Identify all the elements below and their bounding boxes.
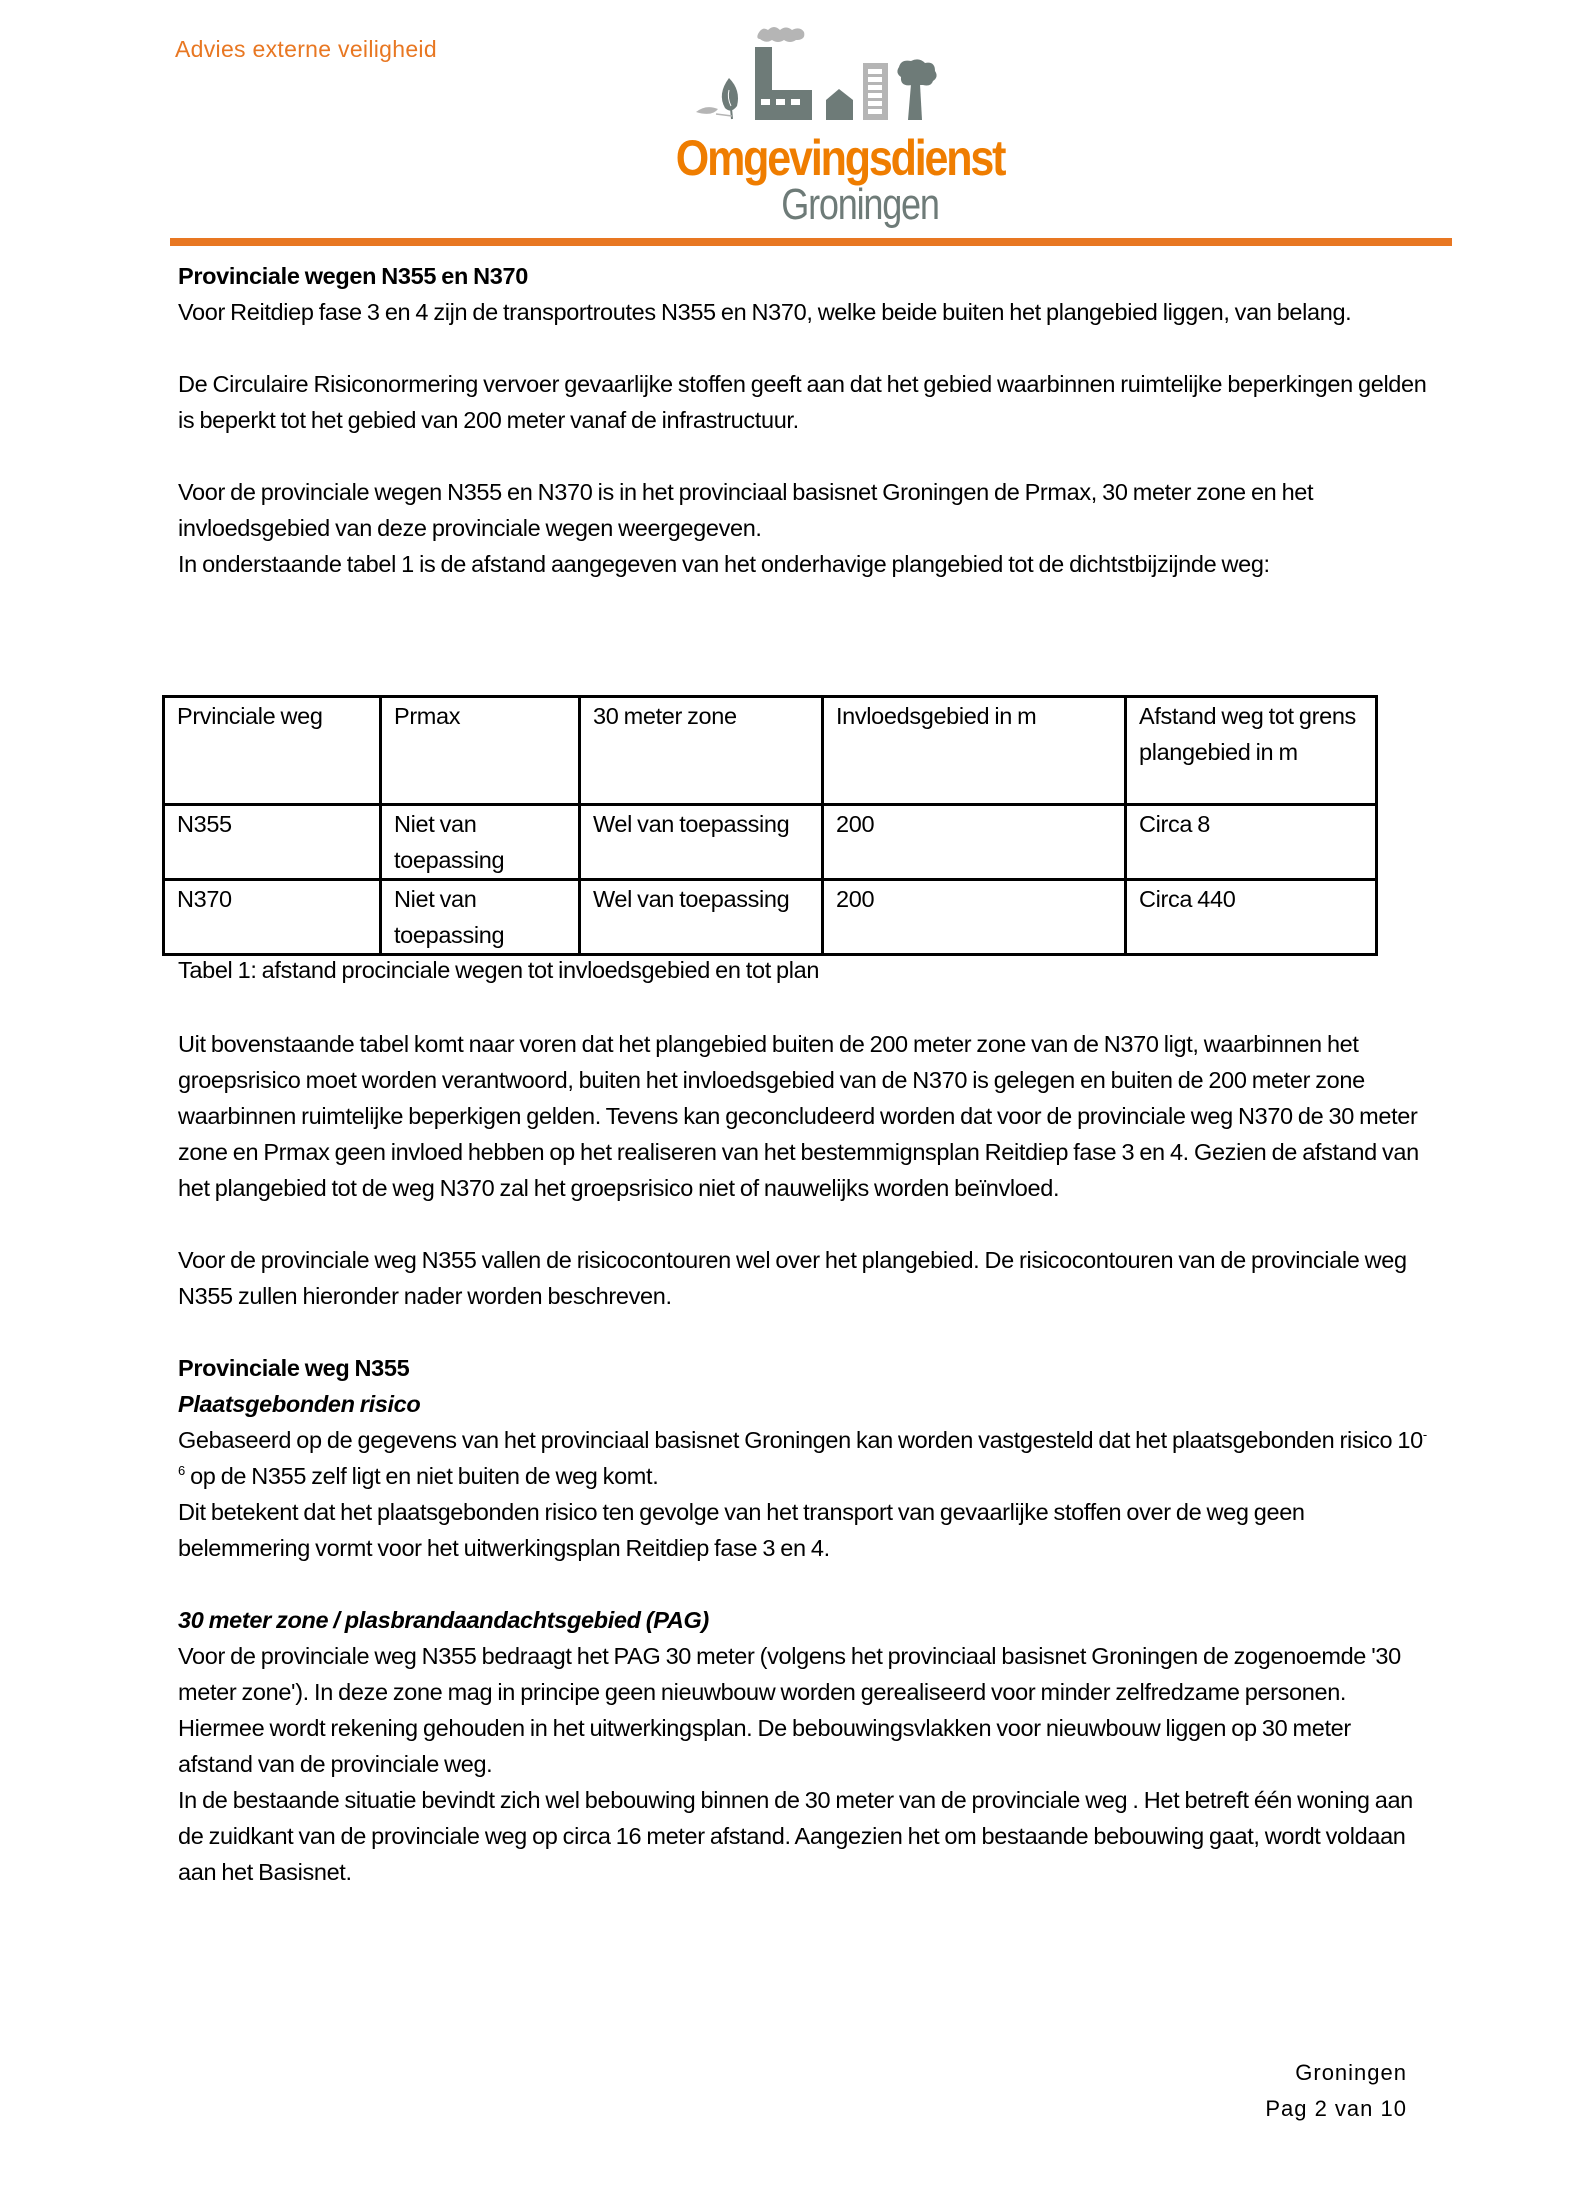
- paragraph: Voor de provinciale wegen N355 en N370 is in het provinciaal basisnet Groningen de Prmax, 30 meter zone en het invloedsgebied van deze provinciale wegen weergegeven.: [178, 479, 1314, 541]
- paragraph: De Circulaire Risiconormering vervoer gevaarlijke stoffen geeft aan dat het gebied waarbinnen ruimtelijke beperkingen gelden is beperkt tot het gebied van 200 meter vanaf de infrastructuur.: [178, 371, 1427, 433]
- table-cell: Wel van toepassing: [580, 805, 823, 880]
- column-header: Prmax: [381, 697, 580, 805]
- subsection-heading: Plaatsgebonden risico: [178, 1391, 421, 1417]
- paragraph: In onderstaande tabel 1 is de afstand aangegeven van het onderhavige plangebied tot de dichtstbijzijnde weg:: [178, 551, 1270, 577]
- table-row: [164, 805, 1377, 880]
- column-header: Prvinciale weg: [164, 697, 381, 805]
- paragraph: Dit betekent dat het plaatsgebonden risico ten gevolge van het transport van gevaarlijke stoffen over de weg geen belemmering vormt voor het uitwerkingsplan Reitdiep fase 3 en 4.: [178, 1499, 1305, 1561]
- section-heading: Provinciale weg N355: [178, 1355, 410, 1381]
- table-cell: Wel van toepassing: [580, 880, 823, 955]
- table-cell: Niet van toepassing: [381, 880, 580, 955]
- footer-location: Groningen: [1295, 2060, 1407, 2085]
- table-row: [164, 880, 1377, 955]
- column-header: Afstand weg tot grens plangebied in m: [1126, 697, 1377, 805]
- column-header: Invloedsgebied in m: [823, 697, 1126, 805]
- table-cell: Circa 440: [1126, 880, 1377, 955]
- table-caption: Tabel 1: afstand procinciale wegen tot invloedsgebied en tot plan: [178, 957, 820, 983]
- table-header-row: [164, 697, 1377, 805]
- paragraph: Uit bovenstaande tabel komt naar voren dat het plangebied buiten de 200 meter zone van de N370 ligt, waarbinnen het groepsrisico moet worden verantwoord, buiten het invloedsgebied van de N370 is gelegen en buiten de 200 meter zone waarbinnen ruimtelijke beperkigen gelden. Tevens kan geconcludeerd worden dat voor de provinciale weg N370 de 30 meter zone en Prmax geen invloed hebben op het realiseren van het bestemmignsplan Reitdiep fase 3 en 4. Gezien de afstand van het plangebied tot de weg N370 zal het groepsrisico niet of nauwelijks worden beïnvloed.: [178, 1031, 1419, 1201]
- paragraph: In de bestaande situatie bevindt zich wel bebouwing binnen de 30 meter van de provinciale weg . Het betreft één woning aan de zuidkant van de provinciale weg op circa 16 meter afstand. Aangezien het om bestaande bebouwing gaat, wordt voldaan aan het Basisnet.: [178, 1787, 1413, 1885]
- document-header-title: Advies externe veiligheid: [175, 36, 437, 62]
- table-cell: 200: [823, 880, 1126, 955]
- page-number: Pag 2 van 10: [1265, 2096, 1407, 2121]
- paragraph: Voor Reitdiep fase 3 en 4 zijn de transportroutes N355 en N370, welke beide buiten het plangebied liggen, van belang.: [178, 299, 1352, 325]
- page-footer: [1265, 2055, 1407, 2127]
- superscript-exponent: -6: [178, 1427, 1427, 1478]
- section-provinciale-wegen: [178, 258, 1428, 582]
- table-cell: 200: [823, 805, 1126, 880]
- header-divider: [170, 238, 1452, 246]
- paragraph: Voor de provinciale weg N355 bedraagt het PAG 30 meter (volgens het provinciaal basisnet Groningen de zogenoemde '30 meter zone'). In deze zone mag in principe geen nieuwbouw worden gerealiseerd voor minder zelfredzame personen. Hiermee wordt rekening gehouden in het uitwerkingsplan. De bebouwingsvlakken voor nieuwbouw liggen op 30 meter afstand van de provinciale weg.: [178, 1643, 1401, 1777]
- column-header: 30 meter zone: [580, 697, 823, 805]
- table-cell: N355: [164, 805, 381, 880]
- table-cell: Niet van toepassing: [381, 805, 580, 880]
- logo-wordmark: Omgevingsdienst: [675, 130, 1005, 186]
- subsection-heading: 30 meter zone / plasbrandaandachtsgebied (PAG): [178, 1607, 709, 1633]
- document-body-lower: [178, 1026, 1428, 1890]
- section-heading: Provinciale wegen N355 en N370: [178, 263, 528, 289]
- table-cell: Circa 8: [1126, 805, 1377, 880]
- table-cell: N370: [164, 880, 381, 955]
- paragraph: Voor de provinciale weg N355 vallen de risicocontouren wel over het plangebied. De risicocontouren van de provinciale weg N355 zullen hieronder nader worden beschreven.: [178, 1247, 1407, 1309]
- distance-table: [162, 695, 1378, 956]
- logo-subtitle: Groningen: [781, 180, 939, 229]
- paragraph: Gebaseerd op de gegevens van het provinciaal basisnet Groningen kan worden vastgesteld dat het plaatsgebonden risico $10^{-6}$ op de N355 zelf ligt en niet buiten de weg komt.: [178, 1427, 1427, 1489]
- organization-logo: [640, 20, 1005, 235]
- logo-skyline-icon: [640, 20, 1000, 130]
